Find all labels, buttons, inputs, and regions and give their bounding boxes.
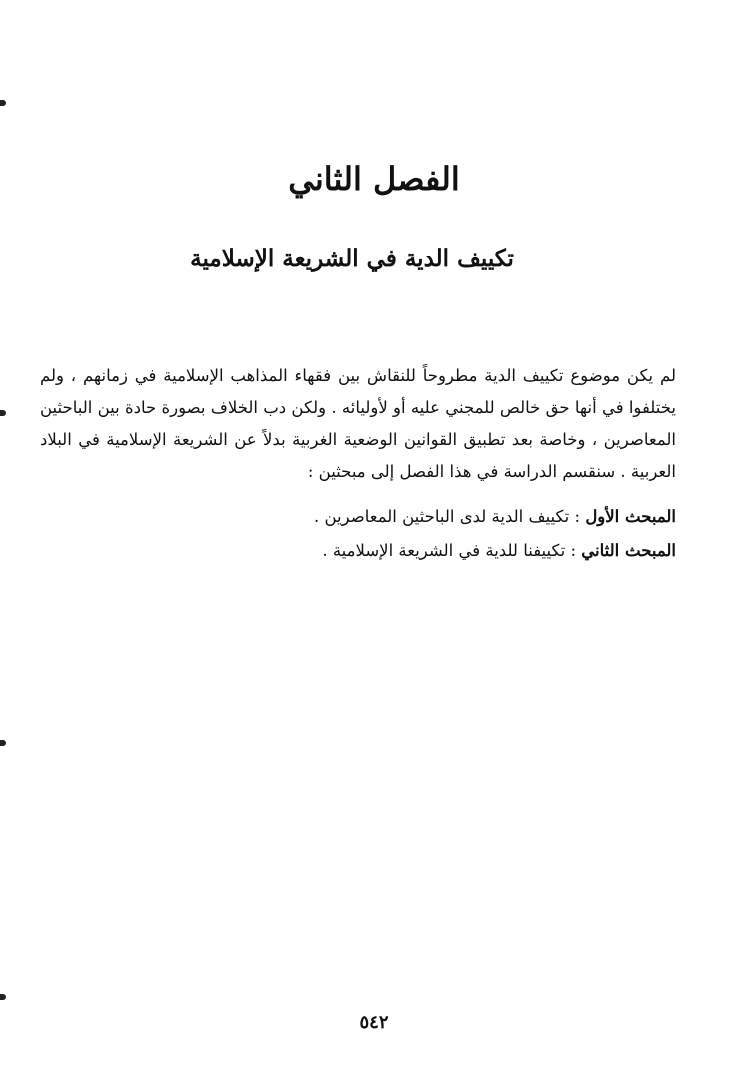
section-list <box>40 500 676 568</box>
section-separator: : <box>565 541 582 560</box>
section-label: المبحث الثاني <box>581 541 676 560</box>
scan-edge-mark <box>0 410 6 416</box>
scan-edge-mark <box>0 740 6 746</box>
section-separator: : <box>569 507 586 526</box>
intro-paragraph: لم يكن موضوع تكييف الدية مطروحاً للنقاش بين فقهاء المذاهب الإسلامية في زمانهم ، ولم يختلفوا في أنها حق خالص للمجني عليه أو لأوليائه . ولكن دب الخلاف بصورة حادة بين الباحثين المعاصرين ، وخاصة بعد تطبيق القوانين الوضعية الغربية بدلاً عن الشريعة الإسلامية في البلاد العربية . سنقسم الدراسة في هذا الفصل إلى مبحثين : <box>40 366 676 481</box>
chapter-subtitle: تكييف الدية في الشريعة الإسلامية <box>190 245 514 272</box>
section-text: تكييف الدية لدى الباحثين المعاصرين . <box>313 507 570 526</box>
section-item-second <box>40 534 676 568</box>
body-text <box>40 360 676 488</box>
chapter-title: الفصل الثاني <box>288 160 460 198</box>
page-number: ٥٤٢ <box>359 1012 389 1033</box>
section-text: تكييفنا للدية في الشريعة الإسلامية . <box>322 541 566 560</box>
section-label: المبحث الأول <box>585 507 676 526</box>
scan-edge-mark <box>0 994 6 1000</box>
section-item-first <box>40 500 676 534</box>
scan-edge-mark <box>0 100 6 106</box>
